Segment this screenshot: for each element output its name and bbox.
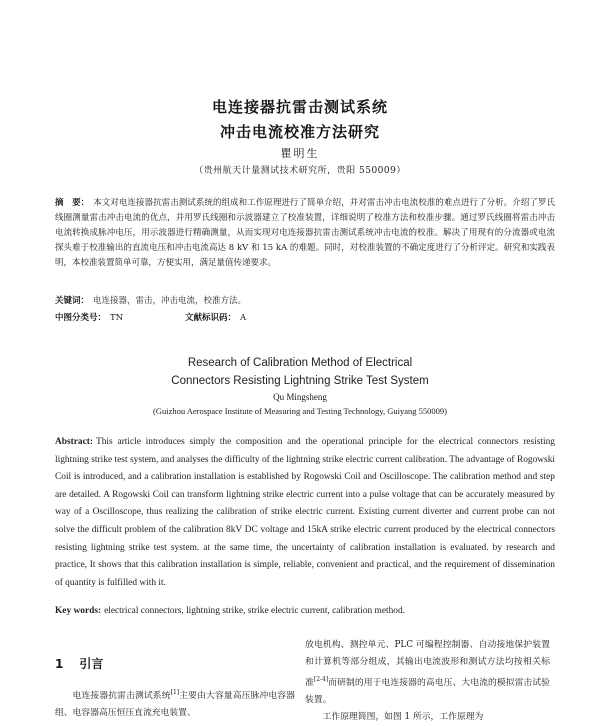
en-author: Qu Mingsheng (273, 392, 327, 402)
intro-right-text-cont: 而研制的用于电连接器的高电压、大电流的模拟雷击试验装置。 (305, 677, 550, 705)
en-abstract (55, 434, 555, 592)
cn-keywords-text: 电连接器，雷击，冲击电流，校准方法。 (93, 296, 247, 306)
intro-right-text: 放电机构、测控单元、PLC 可编程控制器、自动接地保护装置和计算机等部分组成，其输出电流波形和测试方法均按相关标准 (305, 640, 550, 688)
en-keywords (55, 606, 555, 616)
en-abstract-text: This article introduces simply the composition and the operational principle for the electrical connectors resisting lightning strike test system, and analyses the difficulty of the lightning strike electric current calibration. The advantage of Rogowski Coil is introduced, and a calibration installation is established by Rogowski Coil and Oscilloscope. The calibration method and step are detailed. A Rogowski Coil can transform lightning strike electric current into a pulse voltage that can be accurately measured by way of a Oscilloscope, thus realizing the calibration of strike electric current. Existing current diverter and current probe can not solve the difficult problem of the calibration 8kV DC voltage and 15kA strike electric current produced by the electrical connectors resisting lightning strike test system. at the same time, the uncertainty of calibration installation is evaluated. by research and practice, It shows that this calibration installation is simple, reliable, convenient and practical, and the requirement of dissemination of quantity is fulfilled with it. (55, 437, 555, 588)
citation-2-4: [2-4] (313, 676, 329, 683)
section-heading-intro (55, 655, 103, 672)
en-keywords-label: Key words: (55, 606, 102, 616)
cn-abstract (55, 196, 555, 271)
intro-left-column (55, 684, 295, 722)
en-keywords-text: electrical connectors, lightning strike, strike electric current, calibration method. (104, 606, 406, 616)
intro-right-para2: 工作原理简图，如图 1 所示，工作原理为 (322, 711, 484, 722)
cn-classification (55, 311, 123, 323)
cn-keywords (55, 294, 246, 306)
intro-left-text-cont: 主要由大容量高压脉冲电容器组、电容器高压恒压直流充电装置、 (55, 690, 295, 718)
cn-affiliation: （贵州航天计量测试技术研究所，贵阳 550009） (194, 166, 406, 176)
cn-class-value: TN (110, 313, 124, 323)
cn-title-line2: 冲击电流校准方法研究 (219, 123, 380, 141)
cn-title-line1: 电连接器抗雷击测试系统 (211, 98, 388, 116)
citation-1: [1] (170, 689, 180, 696)
cn-document-code (185, 311, 246, 323)
cn-keywords-label: 关键词： (55, 296, 90, 306)
cn-abstract-label: 摘 要： (55, 198, 90, 208)
en-abstract-label: Abstract: (55, 437, 94, 447)
cn-abstract-text: 本文对电连接器抗雷击测试系统的组成和工作原理进行了简单介绍，并对雷击冲击电流校准的难点进行了分析。介绍了罗氏线圈测量雷击冲击电流的优点，并用罗氏线圈和示波器建立了校准装置，详细说明了校准方法和校准步骤。通过罗氏线圈将雷击冲击电流转换成脉冲电压，用示波器进行精确测量，从而实现对电连接器抗雷击测试系统冲击电流的校准。解决了用现有的分流器或电流探头难于校准输出的直流电压和冲击电流高达 8 kV 和 15 kA 的难题。同时，对校准装置的不确定度进行了分析评定。研究和实践表明，本校准装置简单可靠，方便实用，满足量值传递要求。 (55, 198, 555, 268)
section-title: 引言 (79, 657, 104, 671)
cn-doccode-label: 文献标识码： (185, 313, 237, 323)
intro-right-column (305, 637, 550, 726)
en-title-line1: Research of Calibration Method of Electrical (187, 357, 413, 369)
cn-class-label: 中图分类号： (55, 313, 107, 323)
en-affiliation: (Guizhou Aerospace Institute of Measuring and Testing Technology, Guiyang 550009) (153, 406, 447, 416)
en-title-line2: Connectors Resisting Lightning Strike Test System (171, 375, 429, 387)
cn-author: 瞿明生 (280, 147, 320, 160)
section-number: 1 (55, 657, 64, 671)
cn-doccode-value: A (240, 313, 247, 323)
intro-left-text: 电连接器抗雷击测试系统 (72, 690, 171, 701)
